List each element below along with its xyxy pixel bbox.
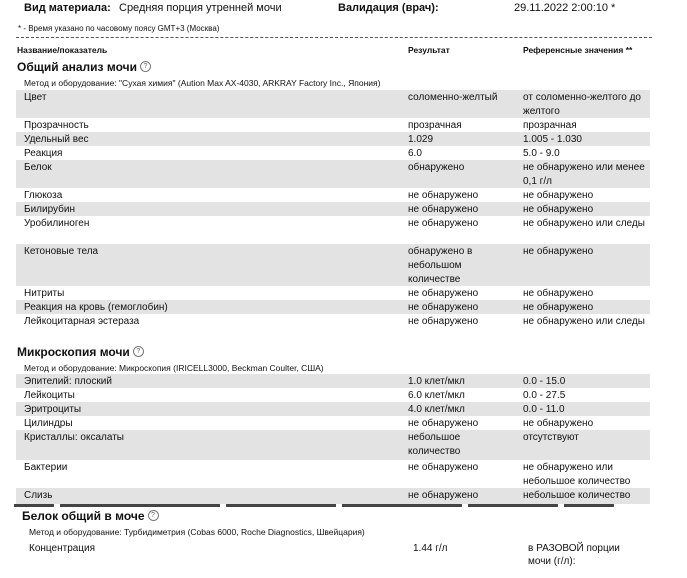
table-row (16, 374, 650, 388)
header-divider (16, 37, 652, 38)
row-reference: небольшое количество (523, 490, 631, 501)
section-method: Метод и оборудование: Микроскопия (IRICELL3000, Beckman Coulter, США) (24, 363, 324, 373)
table-row (16, 388, 650, 402)
row-result: не обнаружено (408, 462, 479, 473)
row-name: Лейкоциты (24, 390, 75, 401)
row-name: Прозрачность (24, 120, 89, 131)
row-name: Удельный вес (24, 134, 89, 145)
row-result: не обнаружено (408, 190, 479, 201)
row-result: небольшое количество (408, 432, 461, 457)
row-name: Реакция (24, 148, 63, 159)
row-result: 1.029 (408, 134, 434, 145)
table-row (16, 416, 650, 430)
table-row (16, 286, 650, 300)
table-row (16, 430, 650, 460)
column-header-name: Название/показатель (17, 45, 108, 55)
row-reference: не обнаружено (523, 246, 594, 257)
table-row (16, 314, 650, 342)
row-result: прозрачная (408, 120, 462, 131)
row-reference: не обнаружено (523, 288, 594, 299)
row-reference: не обнаружено или следы (523, 316, 645, 327)
row-result: не обнаружено (408, 204, 479, 215)
section-title-protein (22, 509, 159, 523)
row-reference: не обнаружено или менее 0,1 г/л (523, 162, 645, 187)
table-row (16, 160, 650, 188)
validation-value: 29.11.2022 2:00:10 * (514, 2, 616, 14)
section-title-microscopy (17, 345, 144, 359)
table-row (16, 202, 650, 216)
row-reference: не обнаружено (523, 204, 594, 215)
row-name: Кристаллы: оксалаты (24, 432, 124, 443)
table-row (16, 300, 650, 314)
material-value: Средняя порция утренней мочи (119, 2, 282, 14)
row-reference: не обнаружено (523, 302, 594, 313)
section-method: Метод и оборудование: "Сухая химия" (Aution Max AX-4030, ARKRAY Factory Inc., Япония) (24, 78, 381, 88)
table-row (16, 216, 650, 244)
row-reference: в РАЗОВОЙ порции мочи (г/л): (528, 543, 620, 567)
row-result: не обнаружено (408, 218, 479, 229)
row-result: 1.0 клет/мкл (408, 376, 465, 387)
row-name: Цвет (24, 92, 47, 103)
section-title-text: Белок общий в моче (22, 509, 145, 523)
row-name: Концентрация (29, 543, 96, 554)
table-row (16, 244, 650, 286)
help-icon[interactable]: ? (133, 346, 144, 357)
row-name: Уробилиноген (24, 218, 90, 229)
row-reference: 1.005 - 1.030 (523, 134, 582, 145)
column-header-result: Результат (408, 45, 450, 55)
row-result: 1.44 г/л (413, 543, 448, 554)
row-name: Лейкоцитарная эстераза (24, 316, 140, 327)
row-name: Цилиндры (24, 418, 73, 429)
row-result: соломенно-желтый (408, 92, 498, 103)
table-row (16, 188, 650, 202)
row-reference: отсутствуют (523, 432, 579, 443)
validation-label: Валидация (врач): (338, 2, 439, 14)
row-name: Эпителий: плоский (24, 376, 112, 387)
row-result: не обнаружено (408, 316, 479, 327)
row-result: не обнаружено (408, 302, 479, 313)
table-row (16, 488, 650, 504)
row-reference: не обнаружено (523, 190, 594, 201)
row-name: Эритроциты (24, 404, 82, 415)
row-result: обнаружено (408, 162, 465, 173)
row-result: не обнаружено (408, 490, 479, 501)
row-reference: 0.0 - 15.0 (523, 376, 566, 387)
row-name: Белок (24, 162, 52, 173)
row-name: Бактерии (24, 462, 68, 473)
clipped-text-line (14, 504, 650, 507)
table-row (16, 118, 650, 132)
help-icon[interactable]: ? (140, 61, 151, 72)
table-row (16, 460, 650, 488)
material-label: Вид материала: (24, 2, 111, 14)
row-name: Билирубин (24, 204, 75, 215)
section-title-text: Общий анализ мочи (17, 60, 137, 74)
row-result: 4.0 клет/мкл (408, 404, 465, 415)
row-name: Глюкоза (24, 190, 63, 201)
section-title-text: Микроскопия мочи (17, 345, 130, 359)
row-name: Кетоновые тела (24, 246, 99, 257)
row-reference: не обнаружено или небольшое количество (523, 462, 631, 487)
row-name: Слизь (24, 490, 53, 501)
row-result: 6.0 (408, 148, 422, 159)
row-result: не обнаружено (408, 418, 479, 429)
table-row (16, 132, 650, 146)
row-result: обнаружено в небольшом количестве (408, 246, 473, 285)
row-reference: прозрачная (523, 120, 577, 131)
section-method: Метод и оборудование: Турбидиметрия (Cobas 6000, Roche Diagnostics, Швейцария) (29, 527, 365, 537)
column-header-reference: Референсные значения ** (523, 45, 633, 55)
timezone-note: * - Время указано по часовому поясу GMT+3 (Москва) (18, 24, 220, 33)
row-name: Нитриты (24, 288, 65, 299)
row-reference: 0.0 - 11.0 (523, 404, 565, 415)
section-title-urinalysis (17, 60, 151, 74)
row-reference: не обнаружено или следы (523, 218, 645, 229)
row-reference: от соломенно-желтого до желтого (523, 92, 641, 117)
row-name: Реакция на кровь (гемоглобин) (24, 302, 168, 313)
row-reference: 0.0 - 27.5 (523, 390, 566, 401)
row-result: не обнаружено (408, 288, 479, 299)
row-reference: не обнаружено (523, 418, 594, 429)
row-reference: 5.0 - 9.0 (523, 148, 560, 159)
row-result: 6.0 клет/мкл (408, 390, 465, 401)
help-icon[interactable]: ? (148, 510, 159, 521)
table-row (16, 402, 650, 416)
table-row (16, 146, 650, 160)
table-row (16, 90, 650, 118)
